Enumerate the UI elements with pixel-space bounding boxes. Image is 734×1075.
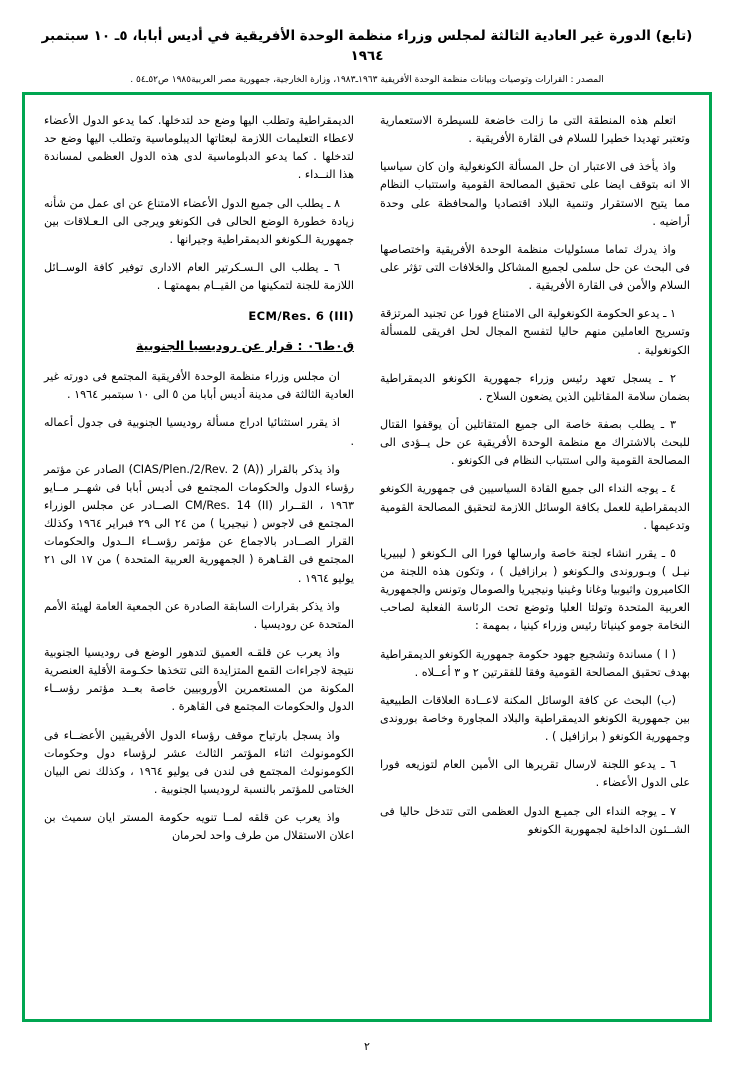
- header-source: المصدر : القرارات وتوصيات وبيانات منظمة الوحدة الأفريقية ١٩٦٣ـ١٩٨٣، وزارة الخارجية، جمهورية مصر العربية١٩٨٥ ص٥٢ـ٥٤ .: [130, 74, 604, 85]
- paragraph: واذ يعرب عن قلقه لمــا تنويه حكومة المستر ايان سميث بن اعلان الاستقلال من طرف واحد لحرمان: [44, 811, 354, 843]
- paragraph: اتعلم هذه المنطقة التى ما زالت خاضعة للسيطرة الاستعمارية وتعتبر تهديدا خطيرا للسلام فى القارة الأفريقية .: [380, 114, 690, 146]
- column-left: [44, 112, 354, 1002]
- paragraph: ٨ ـ يطلب الى جميع الدول الأعضاء الامتناع عن اى عمل من شأنه زيادة خطورة الوضع الحالى فى الكونغو ويرجى الى الـعـلاقات بين جمهورية الـكونغو الديمقراطية وجيرانها .: [44, 196, 354, 246]
- paragraph: ٥ ـ يقرر انشاء لجنة خاصة وارسالها فورا الى الـكونغو ( ليبيريا نيـل ) وبـوروندى والـكونغو ( برازافيل ) ، وتكون هذه اللجنة من الكاميرون واثيوبيا وغانا وغينيا ونيجيريا والصومال وتونس والجمهورية العربية المتحدة وتولتا العليا وتوضع تحت الرئاسة الفعلية لصاحب النخامة جومو كينياتا رئيس وزراء كينيا ، بمهمة :: [380, 546, 690, 633]
- resolution-title: ق٠ط٠٦ : قرار عن روديسيا الجنوبية: [136, 337, 354, 353]
- two-column-body: [44, 112, 690, 1002]
- paragraph: اذ يقرر استثنائيا ادراج مسألة روديسيا الجنوبية فى جدول أعماله .: [44, 416, 354, 448]
- paragraph: واذ يعرب عن قلقـه العميق لتدهور الوضع فى روديسيا الجنوبية نتيجة لاجراءات القمع المتزايدة التى تتخذها حكـومة الأقلية العنصرية المكونة من المستعمرين الأوروبيين خاصة بعــد مؤتمر رؤســاء الدول والحكومات المجتمع فى القاهرة .: [44, 645, 354, 714]
- paragraph: الديمقراطية وتطلب اليها وضع حد لتدخلها. كما يدعو الدول الأعضاء لاعطاء التعليمات اللازمة لبعثاتها الديبلوماسية وتطلب اليها وضع حد لتدخلها . كما يدعو الدبلوماسية لدى هذه الدول العظمى لمساندة هذا النــداء .: [44, 114, 354, 182]
- paragraph: ١ ـ يدعو الحكومة الكونغولية الى الامتناع فورا عن تجنيد المرتزقة وتسريح العاملين منهم حاليا لتفسح المجال لحل افريقى للمسألة الكونغولية .: [380, 307, 690, 357]
- paragraph: واذ يسجل بارتياح موقف رؤساء الدول الأفريقيين الأعضــاء فى الكومونولث اثناء المؤتمر الثالث عشر لرؤساء دول وحكومات الكومونولث المجتمع فى لندن فى يوليو ١٩٦٤ ، وكذلك نص البيان الختامى للمؤتمر بالنسبة لروديسيا الجنوبية .: [44, 728, 354, 796]
- paragraph: ٦ ـ يطلب الى الـسـكرتير العام الادارى توفير كافة الوســائل اللازمة للجنة لتمكينها من القيــام بمهمتهـا .: [44, 260, 354, 293]
- paragraph: واذ يدرك تماما مسئوليات منظمة الوحدة الأفريقية واختصاصها فى البحث عن حل سلمى لجميع المشاكل والخلافات التى تؤثر على السلام والأمن فى القارة الأفريقية .: [380, 242, 690, 293]
- paragraph: ان مجلس وزراء منظمة الوحدة الأفريقية المجتمع فى دورته غير العادية الثالثة فى مدينة أديس أبابا من ٥ الى ١٠ سبتمبر ١٩٦٤ .: [44, 370, 354, 402]
- paragraph: ٧ ـ يوجه النداء الى جميـع الدول العظمى التى تتدخل حاليا فى الشــئون الداخلية لجمهورية الكونغو: [380, 804, 690, 836]
- paragraph: ٣ ـ يطلب بصفة خاصة الى جميع المتقاتلين أن يوقفوا القتال للبحث بالاشتراك مع منظمة الوحدة الأفريقية عن حل يــؤدى الى المصالحة القومية والى استتباب النظام فى الكونغو .: [380, 417, 690, 468]
- page-header: [0, 26, 734, 87]
- paragraph: (ب) البحث عن كافة الوسائل المكنة لاعــادة العلاقات الطبيعية بين جمهورية الكونغو الديمقراطية والبلاد المجاورة وخاصة بوروندى وجمهورية الكونغو ( برازافيل ) .: [380, 693, 690, 744]
- page-number: ٢: [364, 1040, 370, 1053]
- column-right: [380, 112, 690, 1002]
- paragraph: واذ يذكر بالقرار (CIAS/Plen./2/Rev. 2 (A)) الصادر عن مؤتمر رؤساء الدول والحكومات المجتمع فى أديس أبابا فى شهــر مــايو ١٩٦٣ ، القــرار CM/Res. 14 (II) الصــادر عن مجلس الوزراء المجتمع فى لاجوس ( نيجيريا ) من ٢٤ الى ٢٩ فبراير ١٩٦٤ وكذلك القرار الصــادر بالاجماع عن مؤتمر رؤســاء الــدول والحكومات المجتمع فى القـاهرة ( الجمهورية العربية المتحدة ) من ١٧ الى ٢١ يوليو ١٩٦٤ .: [44, 462, 355, 585]
- paragraph: واذ يأخذ فى الاعتبار ان حل المسألة الكونغولية وان كان سياسيا الا انه بتوقف ايضا على تحقيق المصالحة القومية واستتباب النظام مما يتيح الاستقرار وتنمية البلاد اقتصاديا والمحافظة على وحدة أراضيه .: [380, 160, 690, 228]
- paragraph: ٦ ـ يدعو اللجنة لارسال تقريرها الى الأمين العام لتوزيعه فورا على الدول الأعضاء .: [380, 758, 690, 790]
- paragraph: واذ يذكر بقرارات السابقة الصادرة عن الجمعية العامة لهيئة الأمم المتحدة عن روديسيا .: [44, 599, 354, 631]
- paragraph: ( ا ) مساندة وتشجيع جهود حكومة جمهورية الكونغو الديمقراطية بهدف تحقيق المصالحة القومية وفقا للفقرتين ٢ و ٣ أعــلاه .: [380, 647, 690, 679]
- header-title: (تابع) الدورة غير العادية الثالثة لمجلس وزراء منظمة الوحدة الأفريقية في أديس أبابا، ٥ـ ١٠ سبتمبر ١٩٦٤: [41, 28, 693, 65]
- paragraph: ٢ ـ يسجل تعهد رئيس وزراء جمهورية الكونغو الديمقراطية بضمان سلامة المقاتلين الذين يضعون السلاح .: [380, 371, 690, 403]
- paragraph: ٤ ـ يوجه النداء الى جميع القادة السياسيين فى جمهورية الكونغو الديمقراطية للعمل بكافة الوسائل اللازمة لتحقيق المصالحة القومية وتدعيمها .: [380, 482, 690, 532]
- resolution-code: ECM/Res. 6 (III): [248, 309, 354, 324]
